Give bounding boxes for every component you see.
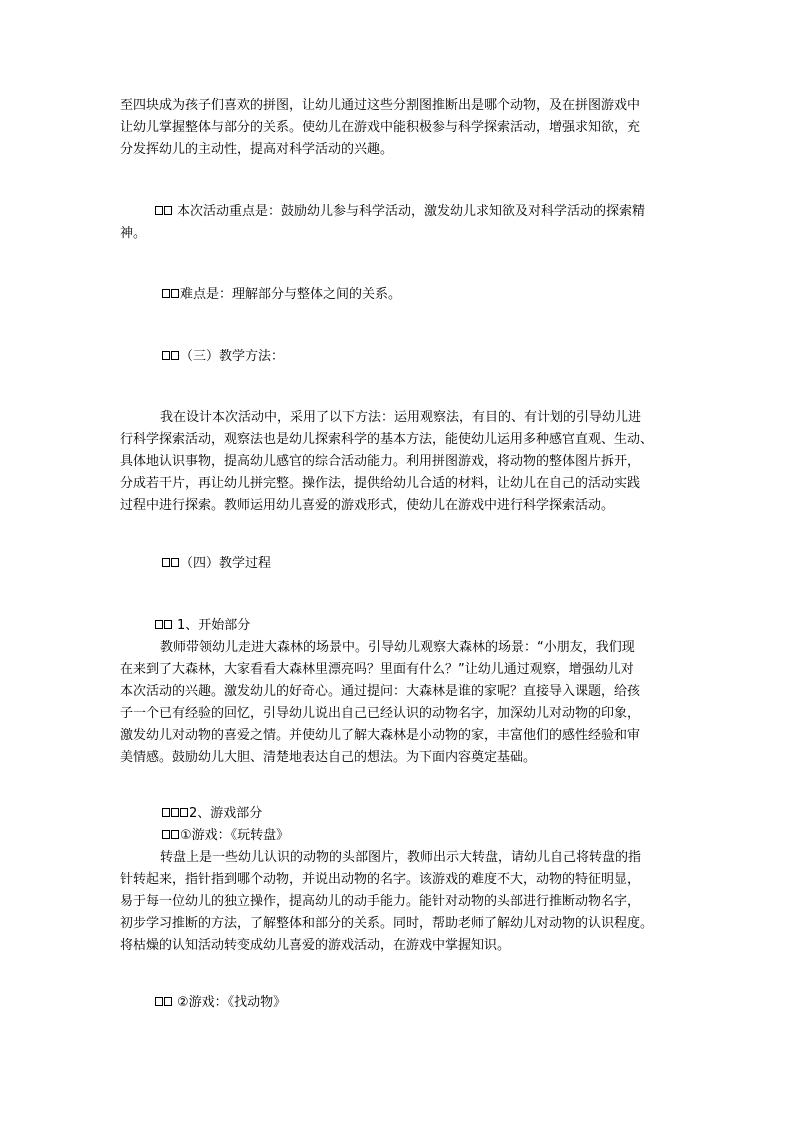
section-heading-process: （四）教学过程 xyxy=(162,553,680,575)
placeholder-box-icon xyxy=(155,615,173,637)
game-heading-find-animal: ②游戏：《找动物》 xyxy=(155,992,680,1014)
paragraph-line: 至四块成为孩子们喜欢的拼图，让幼儿通过这些分割图推断出是哪个动物，及在拼图游戏中 xyxy=(120,98,641,113)
key-point-line: 本次活动重点是：鼓励幼儿参与科学活动，激发幼儿求知欲及对科学活动的探索精 xyxy=(155,201,680,223)
paragraph-line: 本次活动的兴趣。激发幼儿的好奇心。通过提问：大森林是谁的家呢？直接导入课题，给孩 xyxy=(120,684,641,699)
placeholder-box-icon xyxy=(162,553,180,575)
paragraph-line: 分成若干片，再让幼儿拼完整。操作法，提供给幼儿合适的材料，让幼儿在自己的活动实践 xyxy=(120,476,641,491)
paragraph-line: 将枯燥的认知活动转变成幼儿喜爱的游戏活动，在游戏中掌握知识。 xyxy=(120,938,511,953)
paragraph-line: 易于每一位幼儿的独立操作，提高幼儿的动手能力。能针对动物的头部进行推断动物名字， xyxy=(120,894,641,909)
subsection-heading-start: 1、开始部分 xyxy=(155,615,680,637)
paragraph-line: 分发挥幼儿的主动性，提高对科学活动的兴趣。 xyxy=(120,142,394,157)
paragraph-line: 针转起来，指针指到哪个动物，并说出动物的名字。该游戏的难度不大，动物的特征明显， xyxy=(120,872,641,887)
paragraph-line: 激发幼儿对动物的喜爱之情。并使幼儿了解大森林是小动物的家，丰富他们的感性经验和审 xyxy=(120,728,641,743)
paragraph-line: 具体地认识事物，提高幼儿感官的综合活动能力。利用拼图游戏，将动物的整体图片拆开， xyxy=(120,454,641,469)
paragraph-line: 转盘上是一些幼儿认识的动物的头部图片，教师出示大转盘，请幼儿自己将转盘的指 xyxy=(160,850,642,865)
placeholder-box-icon xyxy=(162,284,180,306)
game-heading-turntable: ①游戏：《玩转盘》 xyxy=(162,825,680,847)
subsection-heading-game: 2、游戏部分 xyxy=(162,803,680,825)
placeholder-box-icon xyxy=(162,346,180,368)
paragraph-line: 我在设计本次活动中，采用了以下方法：运用观察法，有目的、有计划的引导幼儿进 xyxy=(160,410,642,425)
paragraph-line: 行科学探索活动，观察法也是幼儿探索科学的基本方法，能使幼儿运用多种感官直观、生动、 xyxy=(120,432,654,447)
paragraph-line: 教师带领幼儿走进大森林的场景中。引导幼儿观察大森林的场景：“小朋友，我们现 xyxy=(160,640,635,655)
paragraph-line: 子一个已有经验的回忆，引导幼儿说出自己已经认识的动物名字，加深幼儿对动物的印象， xyxy=(120,706,641,721)
placeholder-box-icon xyxy=(162,825,180,847)
difficulty-line: 难点是：理解部分与整体之间的关系。 xyxy=(162,284,680,306)
section-heading-methods: （三）教学方法： xyxy=(162,346,680,368)
paragraph-line: 美情感。鼓励幼儿大胆、清楚地表达自己的想法。为下面内容奠定基础。 xyxy=(120,750,537,765)
placeholder-box-icon xyxy=(155,201,173,223)
placeholder-box-icon xyxy=(162,803,189,825)
paragraph-line: 在来到了大森林，大家看看大森林里漂亮吗？里面有什么？”让幼儿通过观察，增强幼儿对 xyxy=(120,662,634,677)
paragraph-line: 让幼儿掌握整体与部分的关系。使幼儿在游戏中能积极参与科学探索活动，增强求知欲，充 xyxy=(120,120,641,135)
paragraph-line: 初步学习推断的方法，了解整体和部分的关系。同时，帮助老师了解幼儿对动物的认识程度。 xyxy=(120,916,654,931)
placeholder-box-icon xyxy=(155,992,173,1014)
paragraph-line: 神。 xyxy=(120,226,147,241)
paragraph-line: 过程中进行探索。教师运用幼儿喜爱的游戏形式，使幼儿在游戏中进行科学探索活动。 xyxy=(120,498,615,513)
